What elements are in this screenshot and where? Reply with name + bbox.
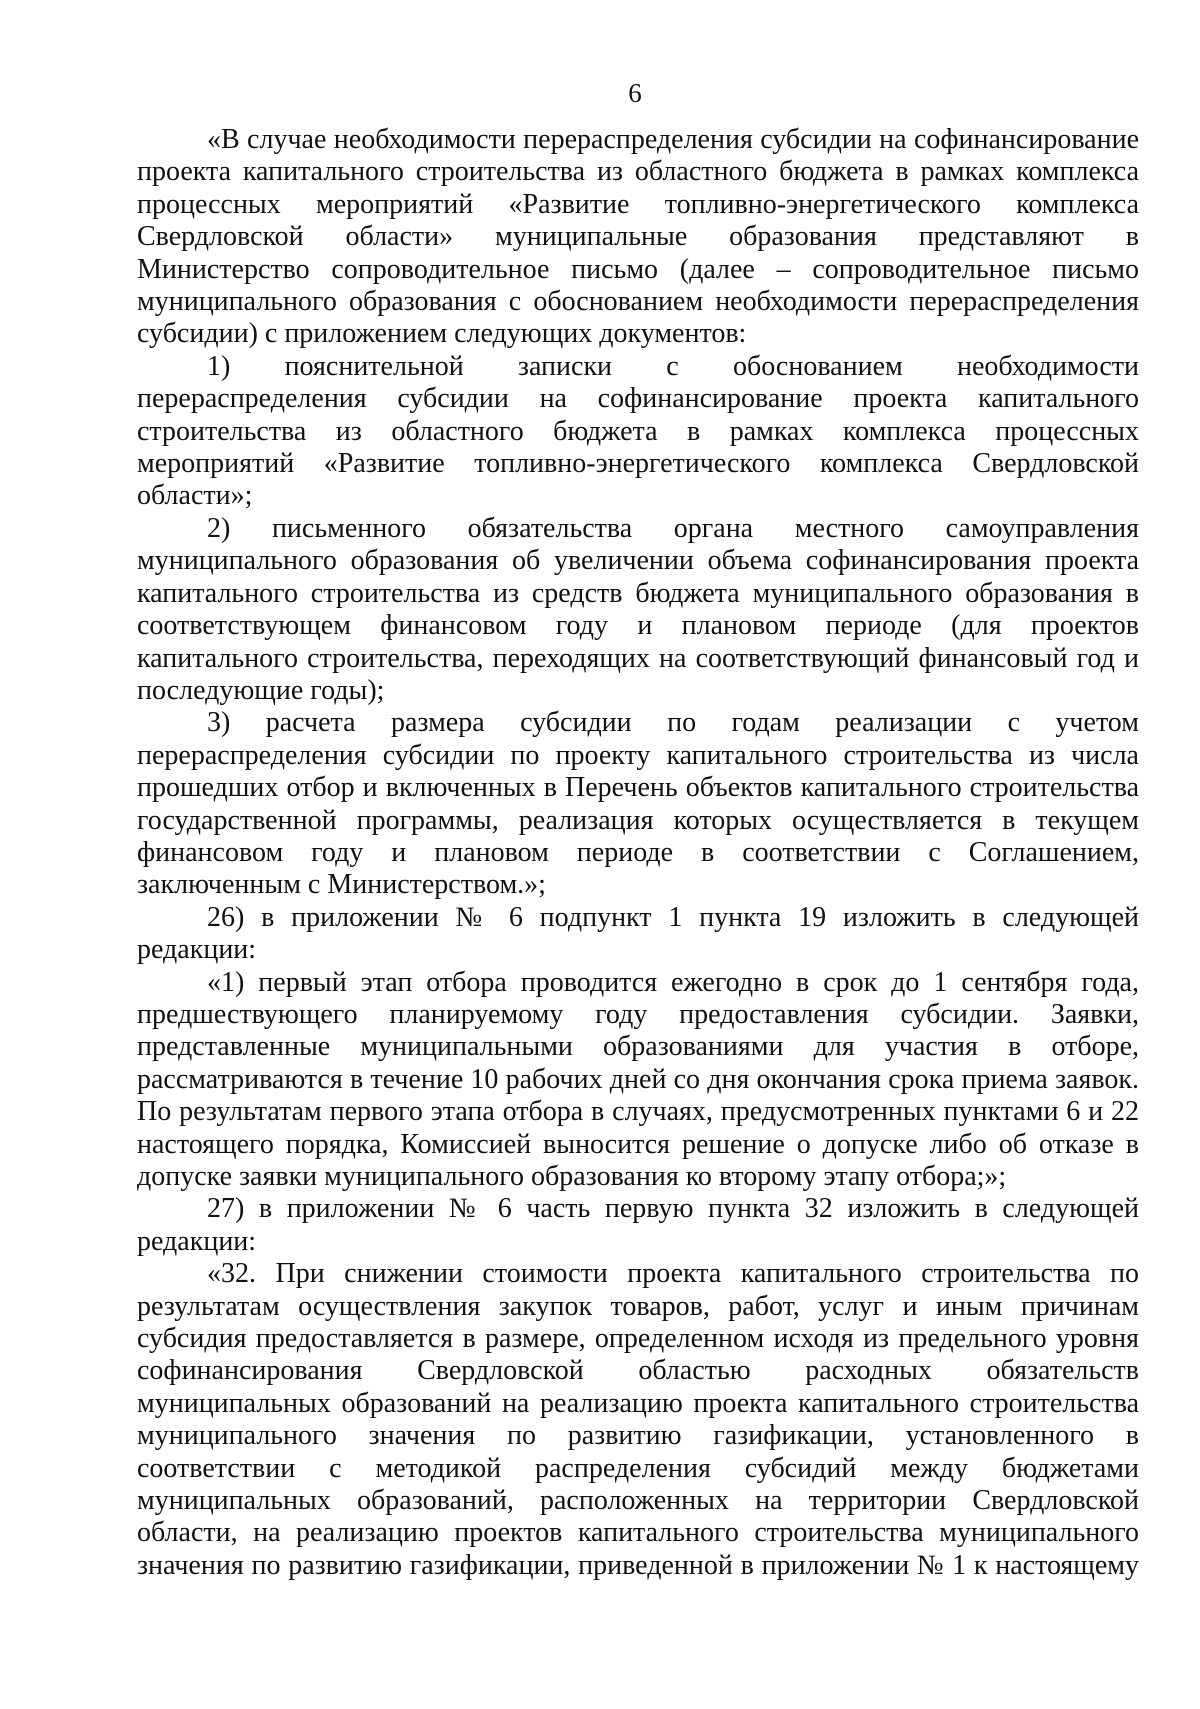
document-body xyxy=(137,124,1139,1582)
paragraph-point-32: «32. При снижении стоимости проекта капитального строительства по результатам осуществления закупок товаров, работ, услуг и иным причинам субсидия предоставляется в размере, определенном исходя из предельного уровня софинансирования Свердловской областью расходных обязательств муниципальных образований на реализацию проекта капитального строительства муниципального значения по развитию газификации, установленного в соответствии с методикой распределения субсидий между бюджетами муниципальных образований, расположенных на территории Свердловской области, на реализацию проектов капитального строительства муниципального значения по развитию газификации, приведенной в приложении № 1 к настоящему xyxy=(137,1258,1139,1581)
paragraph-amendment-26: 26) в приложении № 6 подпункт 1 пункта 19 изложить в следующей редакции: xyxy=(137,901,1139,966)
paragraph-redistribution-intro: «В случае необходимости перераспределения субсидии на софинансирование проекта капитального строительства из областного бюджета в рамках комплекса процессных мероприятий «Развитие топливно-энергетического комплекса Свердловской области» муниципальные образования представляют в Министерство сопроводительное письмо (далее – сопроводительное письмо муниципального образования с обоснованием необходимости перераспределения субсидии) с приложением следующих документов: xyxy=(137,124,1139,350)
paragraph-item-1-explanatory-note: 1) пояснительной записки с обоснованием необходимости перераспределения субсидии на софинансирование проекта капитального строительства из областного бюджета в рамках комплекса процессных мероприятий «Развитие топливно-энергетического комплекса Свердловской области»; xyxy=(137,350,1139,512)
page-number: 6 xyxy=(628,78,642,108)
paragraph-amendment-27: 27) в приложении № 6 часть первую пункта 32 изложить в следующей редакции: xyxy=(137,1193,1139,1257)
paragraph-first-stage-selection: «1) первый этап отбора проводится ежегодно в срок до 1 сентября года, предшествующего планируемому году предоставления субсидии. Заявки, представленные муниципальными образованиями для участия в отборе, рассматриваются в течение 10 рабочих дней со дня окончания срока приема заявок. По результатам первого этапа отбора в случаях, предусмотренных пунктами 6 и 22 настоящего порядка, Комиссией выносится решение о допуске либо об отказе в допуске заявки муниципального образования ко второму этапу отбора;»; xyxy=(137,966,1139,1192)
paragraph-item-2-written-obligation: 2) письменного обязательства органа местного самоуправления муниципального образования об увеличении объема софинансирования проекта капитального строительства из средств бюджета муниципального образования в соответствующем финансовом году и плановом периоде (для проектов капитального строительства, переходящих на соответствующий финансовый год и последующие годы); xyxy=(137,512,1139,706)
paragraph-item-3-subsidy-calculation: 3) расчета размера субсидии по годам реализации с учетом перераспределения субсидии по проекту капитального строительства из числа прошедших отбор и включенных в Перечень объектов капитального строительства государственной программы, реализация которых осуществляется в текущем финансовом году и плановом периоде в соответствии с Соглашением, заключенным с Министерством.»; xyxy=(137,707,1139,901)
